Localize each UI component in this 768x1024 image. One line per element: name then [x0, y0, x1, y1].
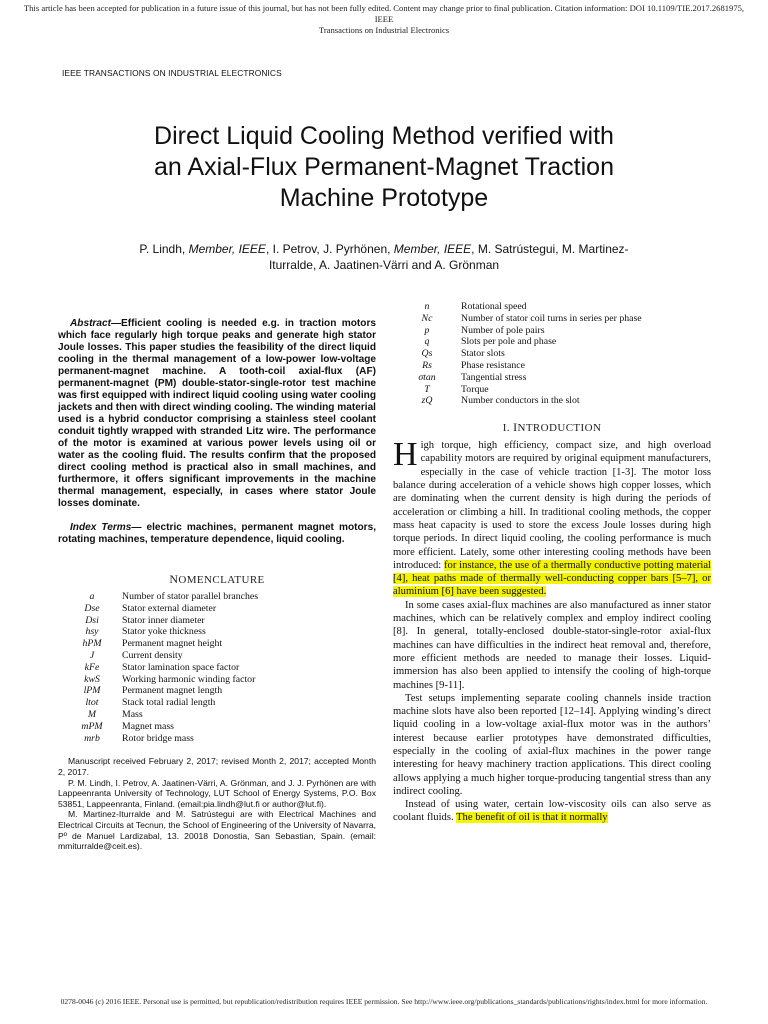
nomenclature-description: Stator external diameter: [122, 602, 217, 614]
nomenclature-description: Stack total radial length: [122, 697, 216, 709]
nomenclature-symbol: q: [424, 336, 430, 348]
nomenclature-description: Tangential stress: [461, 371, 527, 383]
nomenclature-symbol: M: [87, 708, 97, 720]
author-list: [70, 241, 698, 273]
highlighted-text: The benefit of oil is that it normally: [456, 812, 608, 824]
nomenclature-description: Current density: [122, 649, 183, 661]
nomenclature-symbol: Dsi: [85, 614, 99, 626]
nomenclature-symbol: kwS: [84, 673, 100, 685]
index-terms: [58, 522, 376, 546]
intro-paragraph-2: In some cases axial-flux machines are also manufactured as inner stator machines, which can be relatively complex and employ indirect cooling [8]. In general, totally-enclosed double-stator-single-rotor axial-flux machines can have difficulties in the indirect heat removal and, therefore, more efficient methods are needed to manage their losses. Liquid-immersion has also been applied to intensify the cooling of high-torque machines [9-11].: [393, 599, 711, 691]
nomenclature-heading: [58, 572, 376, 587]
nomenclature-row: [393, 384, 642, 396]
footnote-affiliation-2: M. Martinez-Iturralde and M. Satrústegui are with Electrical Machines and Electrical Circuits at Tecnun, the School of Engineering of the University of Navarra, Pº de Manuel Lardizabal, 13. 20018 Donostia, San Sebastian, Spain. (email: mmiturralde@ceit.es).: [58, 809, 376, 852]
paper-title: [70, 121, 698, 214]
nomenclature-symbol: Dse: [84, 602, 100, 614]
nomenclature-description: Number of stator coil turns in series per phase: [461, 312, 642, 324]
nomenclature-row: [62, 721, 258, 733]
nomenclature-description: Number conductors in the slot: [461, 395, 580, 407]
drop-cap: H: [393, 436, 418, 474]
membership: Member, IEEE: [188, 242, 266, 256]
nomenclature-description: Number of stator parallel branches: [122, 591, 259, 602]
nomenclature-description: Mass: [122, 708, 143, 720]
nomenclature-table-left: [62, 591, 258, 744]
nomenclature-description: Working harmonic winding factor: [122, 673, 256, 685]
intro-paragraph-4: [393, 798, 711, 825]
nomenclature-row: [62, 733, 258, 745]
author-text: , M. Satrústegui, M. Martinez-: [471, 242, 629, 256]
left-column: [58, 318, 376, 852]
nomenclature-row: [62, 697, 258, 709]
nomenclature-description: Stator lamination space factor: [122, 661, 240, 673]
nomenclature-row: [393, 372, 642, 384]
nomenclature-symbol: Rs: [422, 359, 432, 371]
nomenclature-description: Torque: [461, 383, 489, 395]
index-terms-label: Index Terms: [70, 522, 132, 533]
nomenclature-symbol: Nc: [421, 312, 433, 324]
nomenclature-description: Stator yoke thickness: [122, 626, 206, 638]
heading-number: I.: [502, 422, 514, 435]
paragraph-text: igh torque, high efficiency, compact size, and high overload capability motors are required by original equipment manufacturers, especially in the case of vehicle traction [1-3]. The motor loss balance during acceleration of a vehicle shows high copper losses, which are dominating when the current density is high during the periods of acceleration or climbing a hill. In traditional cooling methods, the copper mass heat capacity is used to store the excess Joule losses during high torque periods. In direct liquid cooling, the cooling performance is much more efficient. Lately, some other interesting cooling methods have been introduced:: [393, 440, 711, 571]
nomenclature-description: Rotational speed: [461, 301, 527, 312]
index-terms-text: — electric machines, permanent magnet motors, rotating machines, temperature dependence, liquid cooling.: [58, 522, 376, 545]
copyright-footer: 0278-0046 (c) 2016 IEEE. Personal use is permitted, but republication/redistribution requires IEEE permission. See http://www.ieee.org/publications_standards/publications/rights/index.html for more information.: [60, 997, 708, 1006]
nomenclature-symbol: p: [424, 324, 430, 336]
nomenclature-description: Stator inner diameter: [122, 614, 205, 626]
title-line-2: an Axial-Flux Permanent-Magnet Traction: [154, 153, 614, 181]
nomenclature-symbol: Qs: [421, 348, 433, 360]
nomenclature-row: [393, 395, 642, 407]
nomenclature-symbol: mrb: [84, 732, 100, 744]
nomenclature-symbol: lPM: [83, 685, 101, 697]
nomenclature-row: [62, 615, 258, 627]
heading-initial: N: [169, 572, 179, 586]
title-line-3: Machine Prototype: [279, 184, 489, 212]
nomenclature-symbol: kFe: [84, 661, 100, 673]
footnotes: [58, 756, 376, 851]
nomenclature-row: [62, 650, 258, 662]
membership: Member, IEEE: [393, 242, 472, 256]
nomenclature-description: Stator slots: [461, 348, 505, 360]
highlighted-text: for instance, the use of a thermally conductive potting material [4], heat paths made of thermally well-conducting copper bars [5–7], or aluminium [6] have been suggested.: [393, 559, 711, 598]
right-column: [393, 301, 711, 825]
nomenclature-row: [393, 360, 642, 372]
nomenclature-symbol: zQ: [421, 395, 433, 407]
nomenclature-row: [62, 603, 258, 615]
nomenclature-description: Magnet mass: [122, 720, 174, 732]
introduction-heading: [393, 420, 711, 435]
journal-name: IEEE TRANSACTIONS ON INDUSTRIAL ELECTRONICS: [62, 68, 282, 78]
nomenclature-symbol: a: [89, 591, 95, 602]
nomenclature-symbol: hsy: [85, 626, 99, 638]
nomenclature-symbol: hPM: [82, 638, 102, 650]
nomenclature-row: [393, 301, 642, 313]
author-text: , I. Petrov, J. Pyrhönen,: [265, 242, 394, 256]
paragraph-text: Instead of using water, certain low-viscosity oils can also serve as coolant fluids.: [393, 799, 711, 824]
author-line-1: [70, 241, 698, 257]
nomenclature-symbol: mPM: [81, 720, 103, 732]
heading-rest: NTRODUCTION: [517, 422, 602, 435]
abstract: [58, 318, 376, 510]
intro-paragraph-3: Test setups implementing separate cooling channels inside traction machine slots have also been reported [12–14]. Applying winding’s direct liquid cooling in a low-voltage axial-flux motor was in the authors’ interest because earlier prototypes have demonstrated difficulties, especially in the cooling of axial-flux machines in the power range interesting for heavy machinery traction applications. This direct cooling allows applying a much higher torque-producing tangential stress than any indirect cooling.: [393, 692, 711, 797]
nomenclature-description: Permanent magnet length: [122, 685, 223, 697]
nomenclature-row: [393, 348, 642, 360]
nomenclature-table-right: [393, 301, 642, 407]
nomenclature-row: [62, 626, 258, 638]
footnote-affiliation-1: P. M. Lindh, I. Petrov, A. Jaatinen-Värri, A. Grönman, and J. J. Pyrhönen are with Lappeenranta University of Technology, LUT School of Energy Systems, P.O. Box 53851, Lappeenranta, Finland. (email:pia.lindh@lut.fi or author@lut.fi).: [58, 777, 376, 809]
nomenclature-row: [62, 638, 258, 650]
abstract-label: Abstract: [70, 318, 111, 329]
heading-initial: I: [513, 420, 518, 435]
notice-line-2: Transactions on Industrial Electronics: [318, 25, 450, 35]
nomenclature-row: [393, 313, 642, 325]
nomenclature-symbol: T: [424, 383, 430, 395]
title-line-1: Direct Liquid Cooling Method verified with: [154, 122, 614, 150]
nomenclature-description: Slots per pole and phase: [461, 336, 557, 348]
nomenclature-symbol: σtan: [418, 371, 436, 383]
author-text: P. Lindh,: [139, 242, 189, 256]
nomenclature-row: [62, 685, 258, 697]
heading-rest: OMENCLATURE: [178, 574, 265, 586]
nomenclature-symbol: n: [424, 301, 430, 312]
nomenclature-row: [393, 336, 642, 348]
nomenclature-symbol: J: [89, 649, 95, 661]
publication-notice: [20, 3, 748, 36]
author-line-2: Iturralde, A. Jaatinen-Värri and A. Grönman: [268, 258, 500, 272]
nomenclature-row: [62, 674, 258, 686]
notice-line-1: This article has been accepted for publication in a future issue of this journal, but has not been fully edited. Content may change prior to final publication. Citation information: DOI 10.1109/TIE.2017.2681975, IEEE: [23, 3, 745, 24]
intro-paragraph-1: [393, 436, 711, 599]
footnote-manuscript: Manuscript received February 2, 2017; revised Month 2, 2017; accepted Month 2, 2017.: [58, 756, 376, 777]
nomenclature-symbol: ltot: [85, 697, 99, 709]
nomenclature-description: Permanent magnet height: [122, 638, 223, 650]
nomenclature-description: Rotor bridge mass: [122, 732, 194, 744]
nomenclature-row: [62, 709, 258, 721]
abstract-text: —Efficient cooling is needed e.g. in traction motors which face regularly high torque peaks and generate high stator Joule losses. This paper studies the feasibility of the direct liquid cooling in the thermal management of a low-power low-voltage permanent-magnet machine. A tooth-coil axial-flux (AF) permanent-magnet (PM) double-stator-single-rotor test machine was first equipped with indirect liquid cooling using water cooling jackets and then with direct winding cooling. The winding material used is a hybrid conductor comprising a stainless steel coolant conduit tightly wrapped with stranded Litz wire. The performance of the motor is examined at various power levels using oil or water as the cooling fluid. The results confirm that the proposed direct cooling method is practical also in small machines, and furthermore, it offers significant improvements in the machine thermal management, especially, in cases where stator Joule losses dominate.: [58, 318, 376, 509]
nomenclature-description: Phase resistance: [461, 359, 525, 371]
nomenclature-row: [393, 325, 642, 337]
nomenclature-row: [62, 591, 258, 603]
nomenclature-row: [62, 662, 258, 674]
nomenclature-description: Number of pole pairs: [461, 324, 545, 336]
